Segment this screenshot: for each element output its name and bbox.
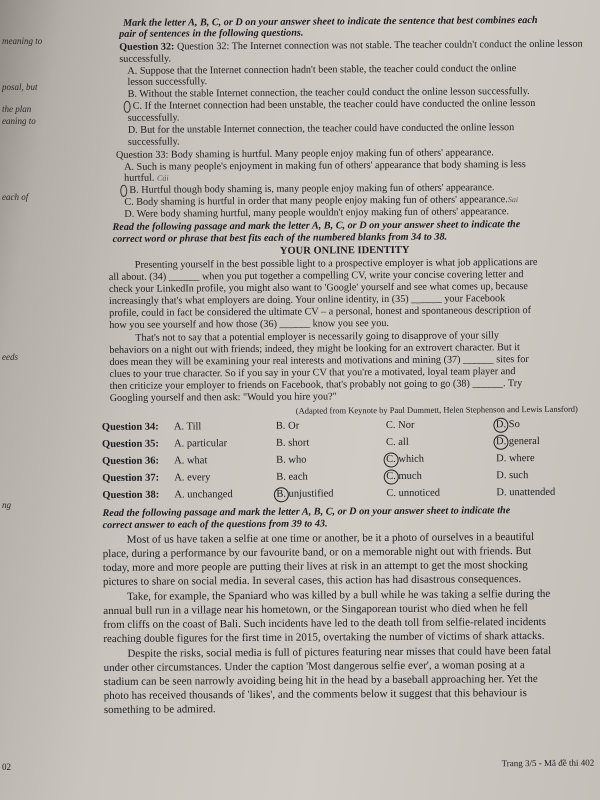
passage-line: stadium can be seen narrowly avoiding being hit in the head by a baseball approaching her. Yet the xyxy=(103,672,538,689)
passage-line: Presenting yourself in the best possible light to a prospective employer is what job applications are xyxy=(134,256,538,271)
page-footer: Trang 3/5 - Mã đề thi 402 xyxy=(501,757,595,769)
question-32: Question 32: Question 32: The Internet connection was not stable. The teacher couldn't conduct the online lesson xyxy=(119,38,583,53)
passage-line: from cliffs on the coast of Bali. Such incidents have led to the death toll from selfie-related incidents xyxy=(103,615,547,632)
option-d: D. such xyxy=(496,470,529,482)
left-page-margin xyxy=(0,0,100,800)
question-label: Question 37: xyxy=(102,472,160,485)
passage-line: behaviors on a night out with friends; indeed, they might be looking for an extrovert character. But it xyxy=(109,342,520,356)
option-d: D. Were body shaming hurtful, many people wouldn't enjoy making fun of others' appearance. xyxy=(124,206,510,220)
passage-line: then criticize your employer to friends on Facebook, that's probably not going to go (38) ______. Try xyxy=(109,378,523,392)
passage-line: photo has received thousands of 'likes', and the comments below it suggest that this behaviour is xyxy=(103,687,527,703)
passage-source: (Adapted from Keynote by Paul Dummett, Helen Stephenson and Lewis Lansford) xyxy=(295,403,578,416)
option-a: A. what xyxy=(174,455,208,467)
option-d: D. where xyxy=(496,452,535,465)
option-a: A. Such is many people's enjoyment in making fun of others' appearance that body shaming is less xyxy=(124,159,526,173)
page-number-fragment: 02 xyxy=(2,762,11,772)
margin-fragment: eeds xyxy=(2,352,18,362)
option-c: C. unnoticed xyxy=(386,487,441,500)
passage-line: annual bull run in a village near his hometown, or the Singaporean tourist who died when he fell xyxy=(103,602,528,618)
passage-line: how you see yourself and how those (36) ______ know you see you. xyxy=(109,318,390,331)
margin-fragment: posal, but xyxy=(2,82,38,92)
option-text: hurtful. xyxy=(124,172,155,184)
passage-line: profile, could in fact be considered the ultimate CV – a personal, honest and spontaneous description of xyxy=(109,305,532,319)
option-c-circled: C. much xyxy=(386,470,422,483)
option-a: A. every xyxy=(174,472,211,484)
option-d-cont: successfully. xyxy=(127,136,180,148)
margin-fragment: meaning to xyxy=(2,36,43,46)
question-label: Question 36: xyxy=(102,455,160,468)
option-a-cont xyxy=(124,173,168,186)
option-b: B. Without the stable Internet connection, the teacher could conduct the online lesson successfully. xyxy=(127,86,530,100)
passage-line: clues to your true character. So if you say in your CV that you're a motivated, loyal team player and xyxy=(109,366,516,380)
question-text: Question 32: The Internet connection was not stable. The teacher couldn't conduct the online lesson xyxy=(176,38,583,53)
instruction-text: pair of sentences in the following questions. xyxy=(119,27,304,40)
instruction-text: correct word or phrase that best fits each of the numbered blanks from 34 to 38. xyxy=(112,231,448,245)
instruction-text: correct answer to each of the questions from 39 to 43. xyxy=(102,518,328,532)
passage-line: Take, for example, the Spaniard who was killed by a bull while he was taking a selfie during the xyxy=(127,587,551,603)
question-text-cont: successfully. xyxy=(119,53,172,65)
passage-line: all about. (34) ______ when you put together a compelling CV, write your concise covering letter and xyxy=(108,269,524,283)
handwritten-note: Sai xyxy=(507,195,519,205)
answer-row xyxy=(102,486,586,503)
option-c xyxy=(124,98,536,113)
option-c-circled: C. which xyxy=(386,453,425,466)
handwritten-note: Cái xyxy=(156,173,169,183)
answer-circle xyxy=(120,185,127,197)
passage-title: YOUR ONLINE IDENTITY xyxy=(279,244,410,257)
option-a: A. particular xyxy=(173,438,228,450)
option-b-circled: B. unjustified xyxy=(276,488,334,500)
option-text: B. Hurtful though body shaming is, many people enjoy making fun of others' appearance. xyxy=(129,182,495,196)
option-a: A. Suppose that the Internet connection hadn't been stable, the teacher could conduct the online xyxy=(127,63,517,77)
option-b: B. each xyxy=(276,471,308,483)
passage-line: something to be admired. xyxy=(103,703,216,717)
passage-line: That's not to say that a potential employer is necessarily going to disapprove of your silly xyxy=(135,330,499,344)
option-text: C. Body shaming is hurtful in order that many people enjoy making fun of others' appearance. xyxy=(124,194,508,208)
passage-line: pictures to share on social media. In several cases, this action has had disastrous consequences. xyxy=(102,573,522,589)
answer-row xyxy=(102,470,586,486)
margin-fragment: ng xyxy=(2,500,11,510)
answer-row xyxy=(101,419,586,435)
passage-line: place, during a performance by our favourite band, or on a memorable night out with friends. But xyxy=(102,545,532,561)
passage-line: increasingly that's what employers are doing. Your online identity, in (35) ______ your Facebook xyxy=(108,293,506,307)
passage-line: Most of us have taken a selfie at one time or another, be it a photo of ourselves in a beautiful xyxy=(126,531,535,546)
option-b: B. Or xyxy=(275,420,300,432)
answer-row xyxy=(102,452,586,469)
margin-fragment: eaning to xyxy=(2,116,36,126)
option-d-circled: D. So xyxy=(495,419,520,431)
exam-page xyxy=(103,11,600,794)
passage-line: Despite the risks, social media is full of pictures featuring near misses that could have been fatal xyxy=(127,644,552,660)
passage-line: check your LinkedIn profile, you might also want to 'Google' yourself and see what comes up, because xyxy=(108,281,528,295)
option-b: B. short xyxy=(275,437,310,449)
instruction-text: Mark the letter A, B, C, or D on your answer sheet to indicate the sentence that best combines each xyxy=(123,14,538,29)
answer-circle xyxy=(124,101,131,113)
option-c: C. Nor xyxy=(385,419,415,432)
passage-line: reaching double figures for the first time in 2015, overtaking the number of victims of shark attacks. xyxy=(103,629,545,646)
passage-line: Googling yourself and then ask: "Would you hire you?" xyxy=(109,391,337,404)
passage-line: does mean they will be examining your real interests and motivations and mining (37) ______ sites for xyxy=(109,354,529,368)
option-d: D. unattended xyxy=(496,486,556,499)
passage-line: under other circumstances. Under the caption 'Most dangerous selfie ever', a woman posing at a xyxy=(103,659,525,675)
option-c: C. all xyxy=(385,436,409,449)
question-label: Question 38: xyxy=(102,489,160,502)
option-b: B. who xyxy=(276,454,307,466)
question-label: Question 34: xyxy=(101,421,159,434)
option-a: A. Till xyxy=(173,421,202,433)
margin-fragment: the plan xyxy=(2,104,32,114)
instruction-text: Read the following passage and mark the letter A, B, C, or D on your answer sheet to indicate the xyxy=(102,505,511,520)
question-33: Question 33: Body shaming is hurtful. Many people enjoy making fun of others' appearance. xyxy=(115,147,494,161)
option-text: C. If the Internet connection had been unstable, the teacher could have conducted the online lesson xyxy=(132,97,536,112)
answer-row xyxy=(101,435,586,452)
option-a: A. unchanged xyxy=(174,489,233,501)
option-a-cont: lesson successfully. xyxy=(127,76,208,88)
margin-fragment: each of xyxy=(2,192,29,202)
instruction-text: Read the following passage and mark the letter A, B, C, or D on your answer sheet to indicate the xyxy=(112,219,521,233)
passage-line: today, more and more people are putting their lives at risk in an attempt to get the most shocking xyxy=(102,559,528,575)
option-d-circled: D. general xyxy=(495,435,540,448)
option-c-cont: successfully. xyxy=(127,112,180,124)
question-label: Question 35: xyxy=(101,438,159,451)
option-d: D. But for the unstable Internet connection, the teacher could have conducted the online lesson xyxy=(127,122,515,136)
